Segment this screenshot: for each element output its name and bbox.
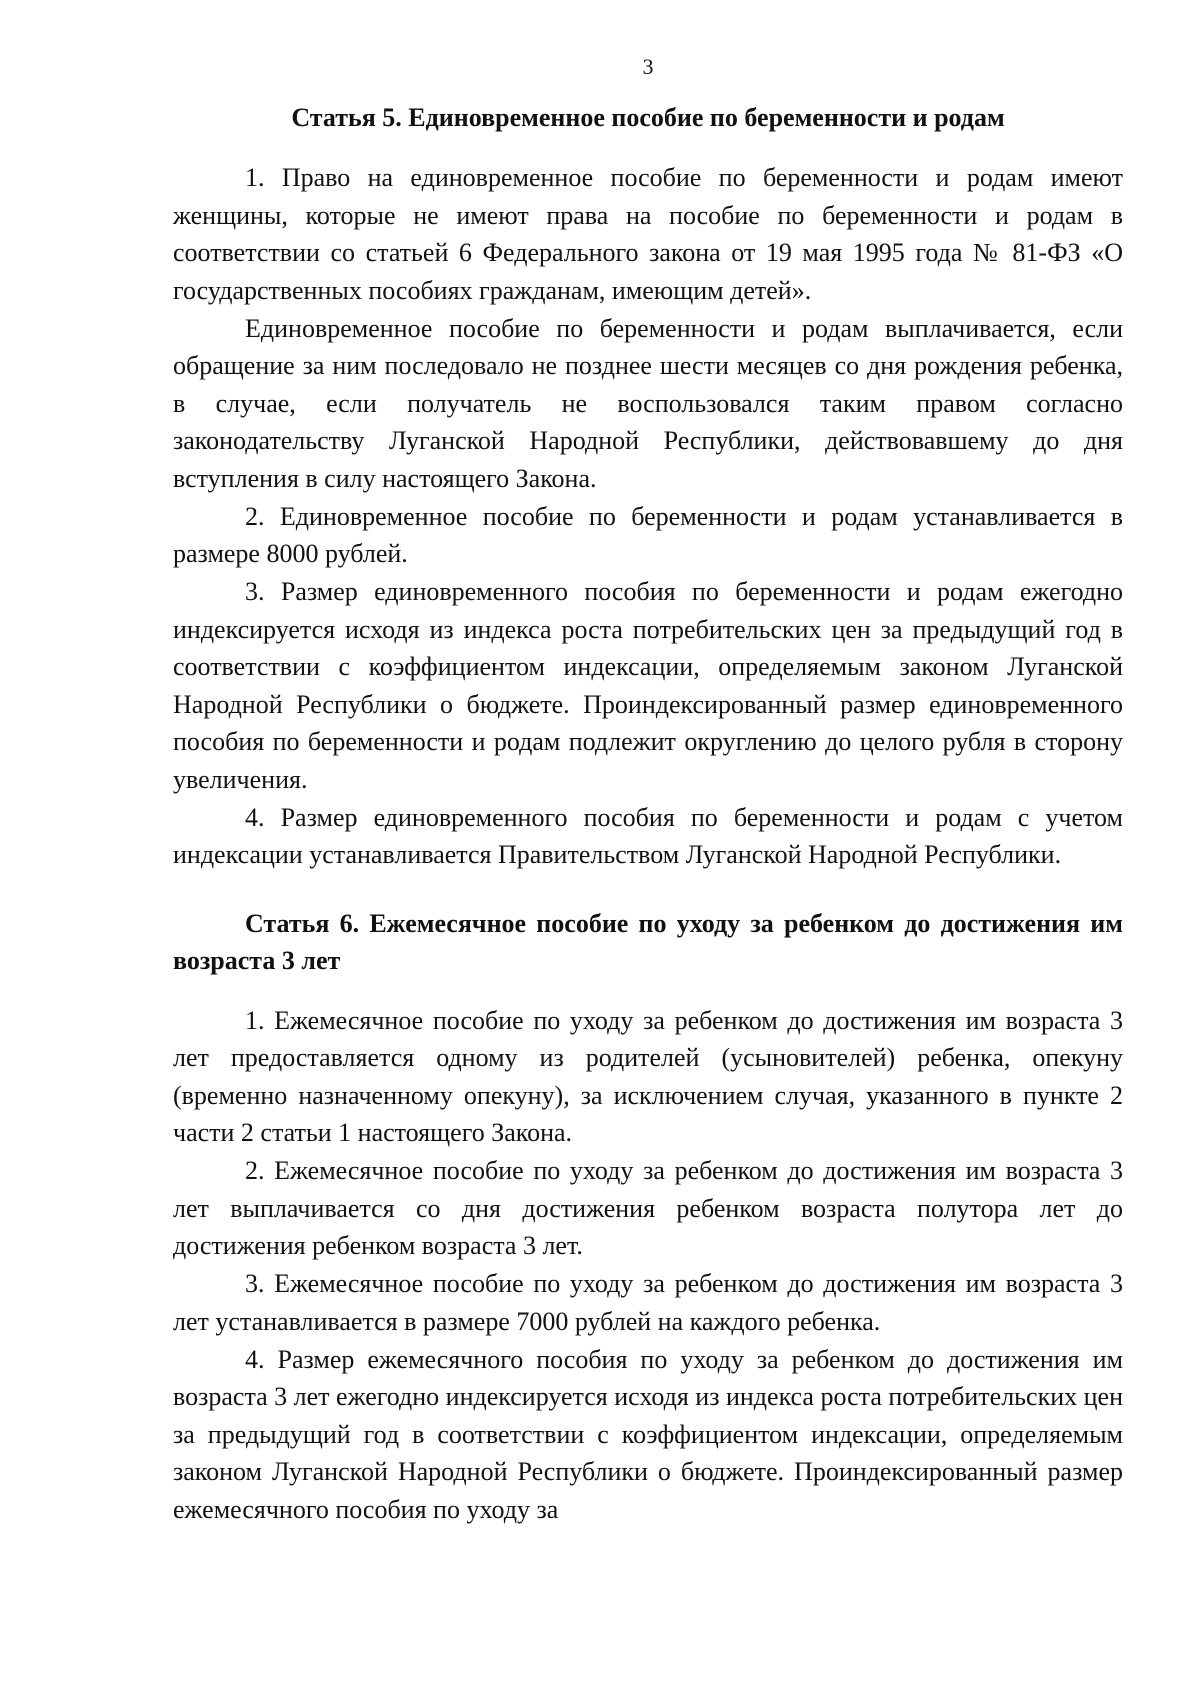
article-6-paragraph-4: 4. Размер ежемесячного пособия по уходу за ребенком до достижения им возраста 3 лет ежегодно индексируется исходя из индекса роста потребительских цен за предыдущий год в соответствии с коэффициентом индексации, определяемым законом Луганской Народной Республики о бюджете. Проиндексированный размер ежемесячного пособия по уходу за xyxy=(173,1344,1123,1524)
page-number: 3 xyxy=(642,54,654,79)
article-5-paragraph-2: 2. Единовременное пособие по беременности и родам устанавливается в размере 8000 рублей. xyxy=(173,501,1123,568)
article-5-title: Статья 5. Единовременное пособие по беременности и родам xyxy=(291,103,1005,132)
document-page xyxy=(173,52,1123,1529)
article-6-paragraph-2: 2. Ежемесячное пособие по уходу за ребенком до достижения им возраста 3 лет выплачивается со дня достижения ребенком возраста полутора лет до достижения ребенком возраста 3 лет. xyxy=(173,1156,1123,1260)
article-5-paragraph-1: 1. Право на единовременное пособие по беременности и родам имеют женщины, которые не имеют права на пособие по беременности и родам в соответствии со статьей 6 Федерального закона от 19 мая 1995 года № 81-ФЗ «О государственных пособиях гражданам, имеющим детей». xyxy=(173,163,1123,305)
article-6-paragraph-1: 1. Ежемесячное пособие по уходу за ребенком до достижения им возраста 3 лет предоставляется одному из родителей (усыновителей) ребенка, опекуну (временно назначенному опекуну), за исключением случая, указанного в пункте 2 части 2 статьи 1 настоящего Закона. xyxy=(173,1005,1123,1147)
article-5-paragraph-3: 3. Размер единовременного пособия по беременности и родам ежегодно индексируется исходя из индекса роста потребительских цен за предыдущий год в соответствии с коэффициентом индексации, определяемым законом Луганской Народной Республики о бюджете. Проиндексированный размер единовременного пособия по беременности и родам подлежит округлению до целого рубля в сторону увеличения. xyxy=(173,577,1123,794)
article-6-paragraph-3: 3. Ежемесячное пособие по уходу за ребенком до достижения им возраста 3 лет устанавливается в размере 7000 рублей на каждого ребенка. xyxy=(173,1269,1123,1336)
article-6-title: Статья 6. Ежемесячное пособие по уходу за ребенком до достижения им возраста 3 лет xyxy=(173,908,1123,975)
article-5-paragraph-4: 4. Размер единовременного пособия по беременности и родам с учетом индексации устанавливается Правительством Луганской Народной Республики. xyxy=(173,802,1123,869)
article-5-paragraph-1-continued: Единовременное пособие по беременности и родам выплачивается, если обращение за ним последовало не позднее шести месяцев со дня рождения ребенка, в случае, если получатель не воспользовался таким правом согласно законодательству Луганской Народной Республики, действовавшему до дня вступления в силу настоящего Закона. xyxy=(173,313,1123,493)
